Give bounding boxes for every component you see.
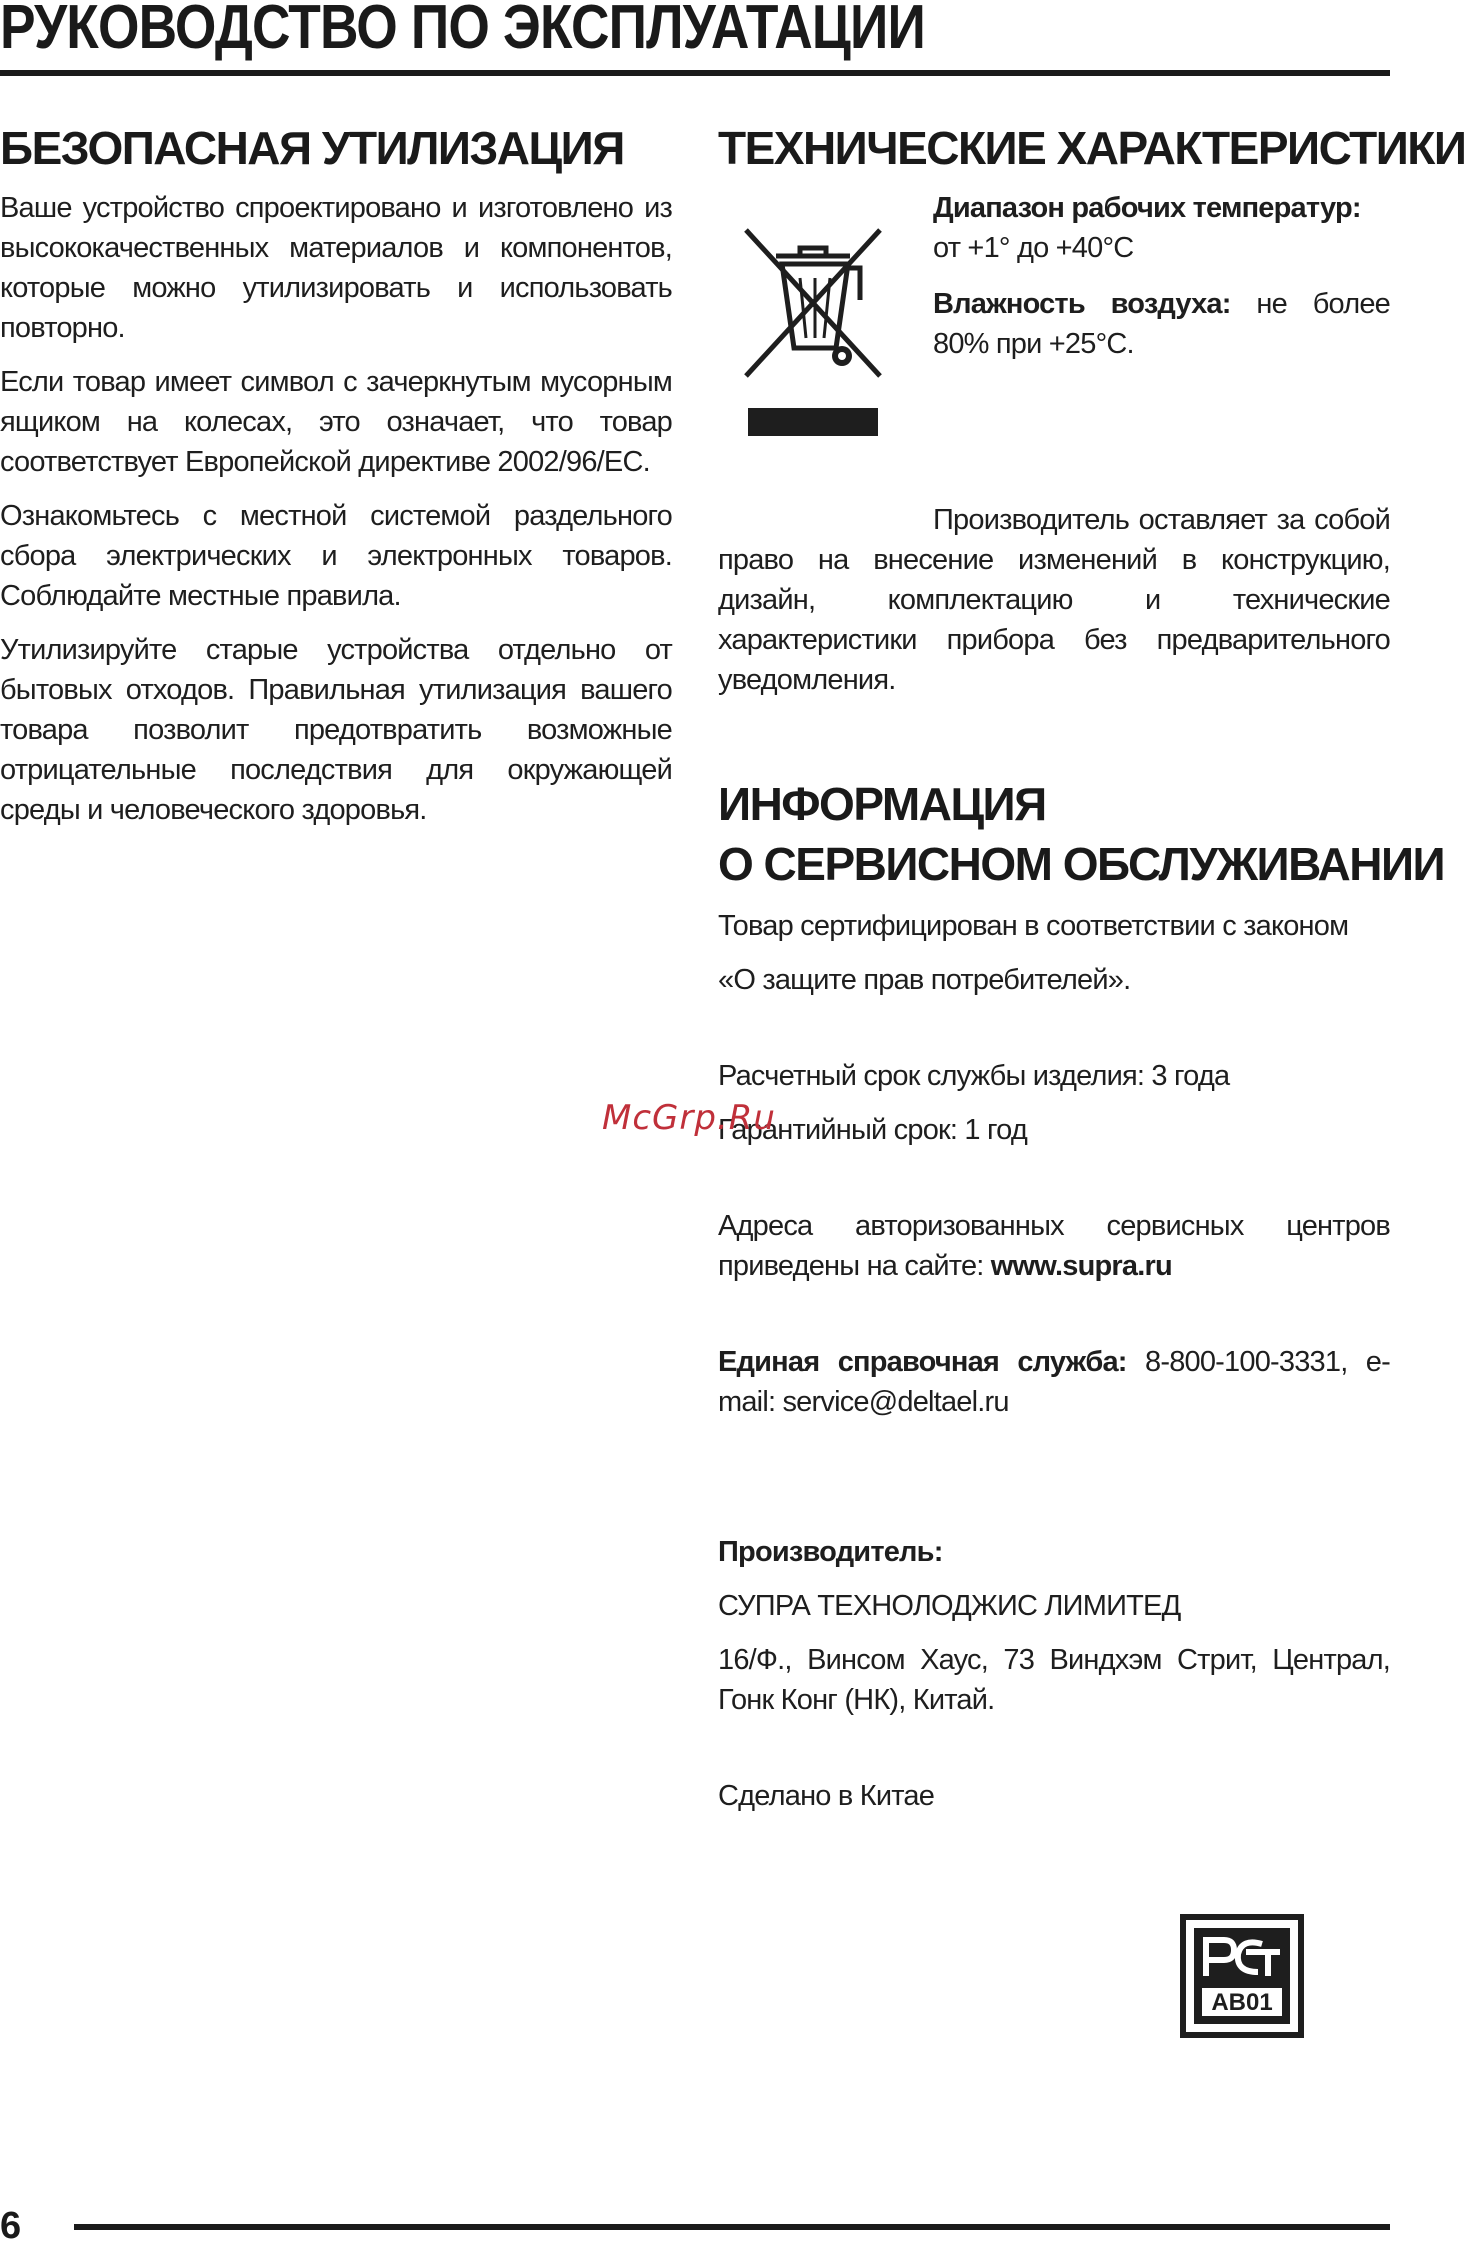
crossed-out-wheelie-bin-icon <box>738 208 888 438</box>
temperature-value: от +1° до +40°С <box>933 232 1134 264</box>
service-heading-line1: ИНФОРМАЦИЯ <box>718 778 1046 830</box>
temperature-spec <box>933 188 1390 268</box>
service-lifetime: Расчетный срок службы изделия: 3 года <box>718 1060 1230 1092</box>
made-in: Сделано в Китае <box>718 1780 935 1812</box>
tech-heading: ТЕХНИЧЕСКИЕ ХАРАКТЕРИСТИКИ <box>718 122 1465 174</box>
certified-line1: Товар сертифицирован в соответствии с законом <box>718 910 1349 942</box>
right-column <box>718 120 1465 1830</box>
hotline-value: 8-800-100-3331, e-mail: service@deltael.ru <box>718 1346 1390 1418</box>
manufacturer-label: Производитель: <box>718 1536 943 1568</box>
humidity-label: Влажность воздуха: <box>933 288 1231 320</box>
watermark: McGrp.Ru <box>602 1098 776 1138</box>
hotline-label: Единая справочная служба: <box>718 1346 1127 1378</box>
humidity-spec <box>933 284 1390 364</box>
service-centers-text: Адреса авторизованных сервисных центров приведены на сайте: <box>718 1210 1390 1282</box>
disposal-paragraph: Если товар имеет символ с зачеркнутым мусорным ящиком на колесах, это означает, что товар соответствует Европейской директиве 2002/96/EC. <box>0 366 672 478</box>
certified-line2: «О защите прав потребителей». <box>718 964 1131 996</box>
disposal-paragraph: Утилизируйте старые устройства отдельно от бытовых отходов. Правильная утилизация вашего товара позволит предотвратить возможные отрицательные последствия для окружающей среды и человеческого здоровья. <box>0 634 672 826</box>
header-divider <box>0 70 1390 76</box>
humidity-line <box>933 284 1390 364</box>
footer-divider <box>74 2224 1390 2230</box>
tech-specs-block <box>718 188 1390 488</box>
humidity-value: не более 80% при +25°С. <box>933 288 1390 360</box>
disposal-paragraph: Ваше устройство спроектировано и изготовлено из высококачественных материалов и компонентов, которые можно утилизировать и использовать повторно. <box>0 192 672 344</box>
manufacturer-note: Производитель оставляет за собой право на внесение изменений в конструкцию, дизайн, комплектацию и технические характеристики прибора без предварительного уведомления. <box>718 504 1390 696</box>
rst-certification-mark-icon <box>1180 1914 1304 2038</box>
disposal-paragraph: Ознакомьтесь с местной системой раздельного сбора электрических и электронных товаров. Соблюдайте местные правила. <box>0 500 672 612</box>
manufacturer-name: СУПРА ТЕХНОЛОДЖИС ЛИМИТЕД <box>718 1590 1181 1622</box>
page-number: 6 <box>0 2205 22 2247</box>
service-centers <box>718 1206 1390 1286</box>
hotline <box>718 1342 1390 1422</box>
certification-code: АВ01 <box>1211 1989 1273 2016</box>
specs-text <box>933 188 1390 380</box>
service-heading <box>718 774 1445 894</box>
service-heading-line2: О СЕРВИСНОМ ОБСЛУЖИВАНИИ <box>718 838 1445 890</box>
website-link[interactable]: www.supra.ru <box>990 1250 1172 1282</box>
disposal-heading: БЕЗОПАСНАЯ УТИЛИЗАЦИЯ <box>0 122 624 174</box>
manufacturer-address: 16/Ф., Винсом Хаус, 73 Виндхэм Стрит, Централ, Гонк Конг (НК), Китай. <box>718 1644 1390 1716</box>
warranty-period: Гарантийный срок: 1 год <box>718 1114 1027 1146</box>
disposal-section <box>0 120 672 844</box>
page-title: РУКОВОДСТВО ПО ЭКСПЛУАТАЦИИ <box>0 0 925 62</box>
temperature-label: Диапазон рабочих температур: <box>933 192 1361 224</box>
